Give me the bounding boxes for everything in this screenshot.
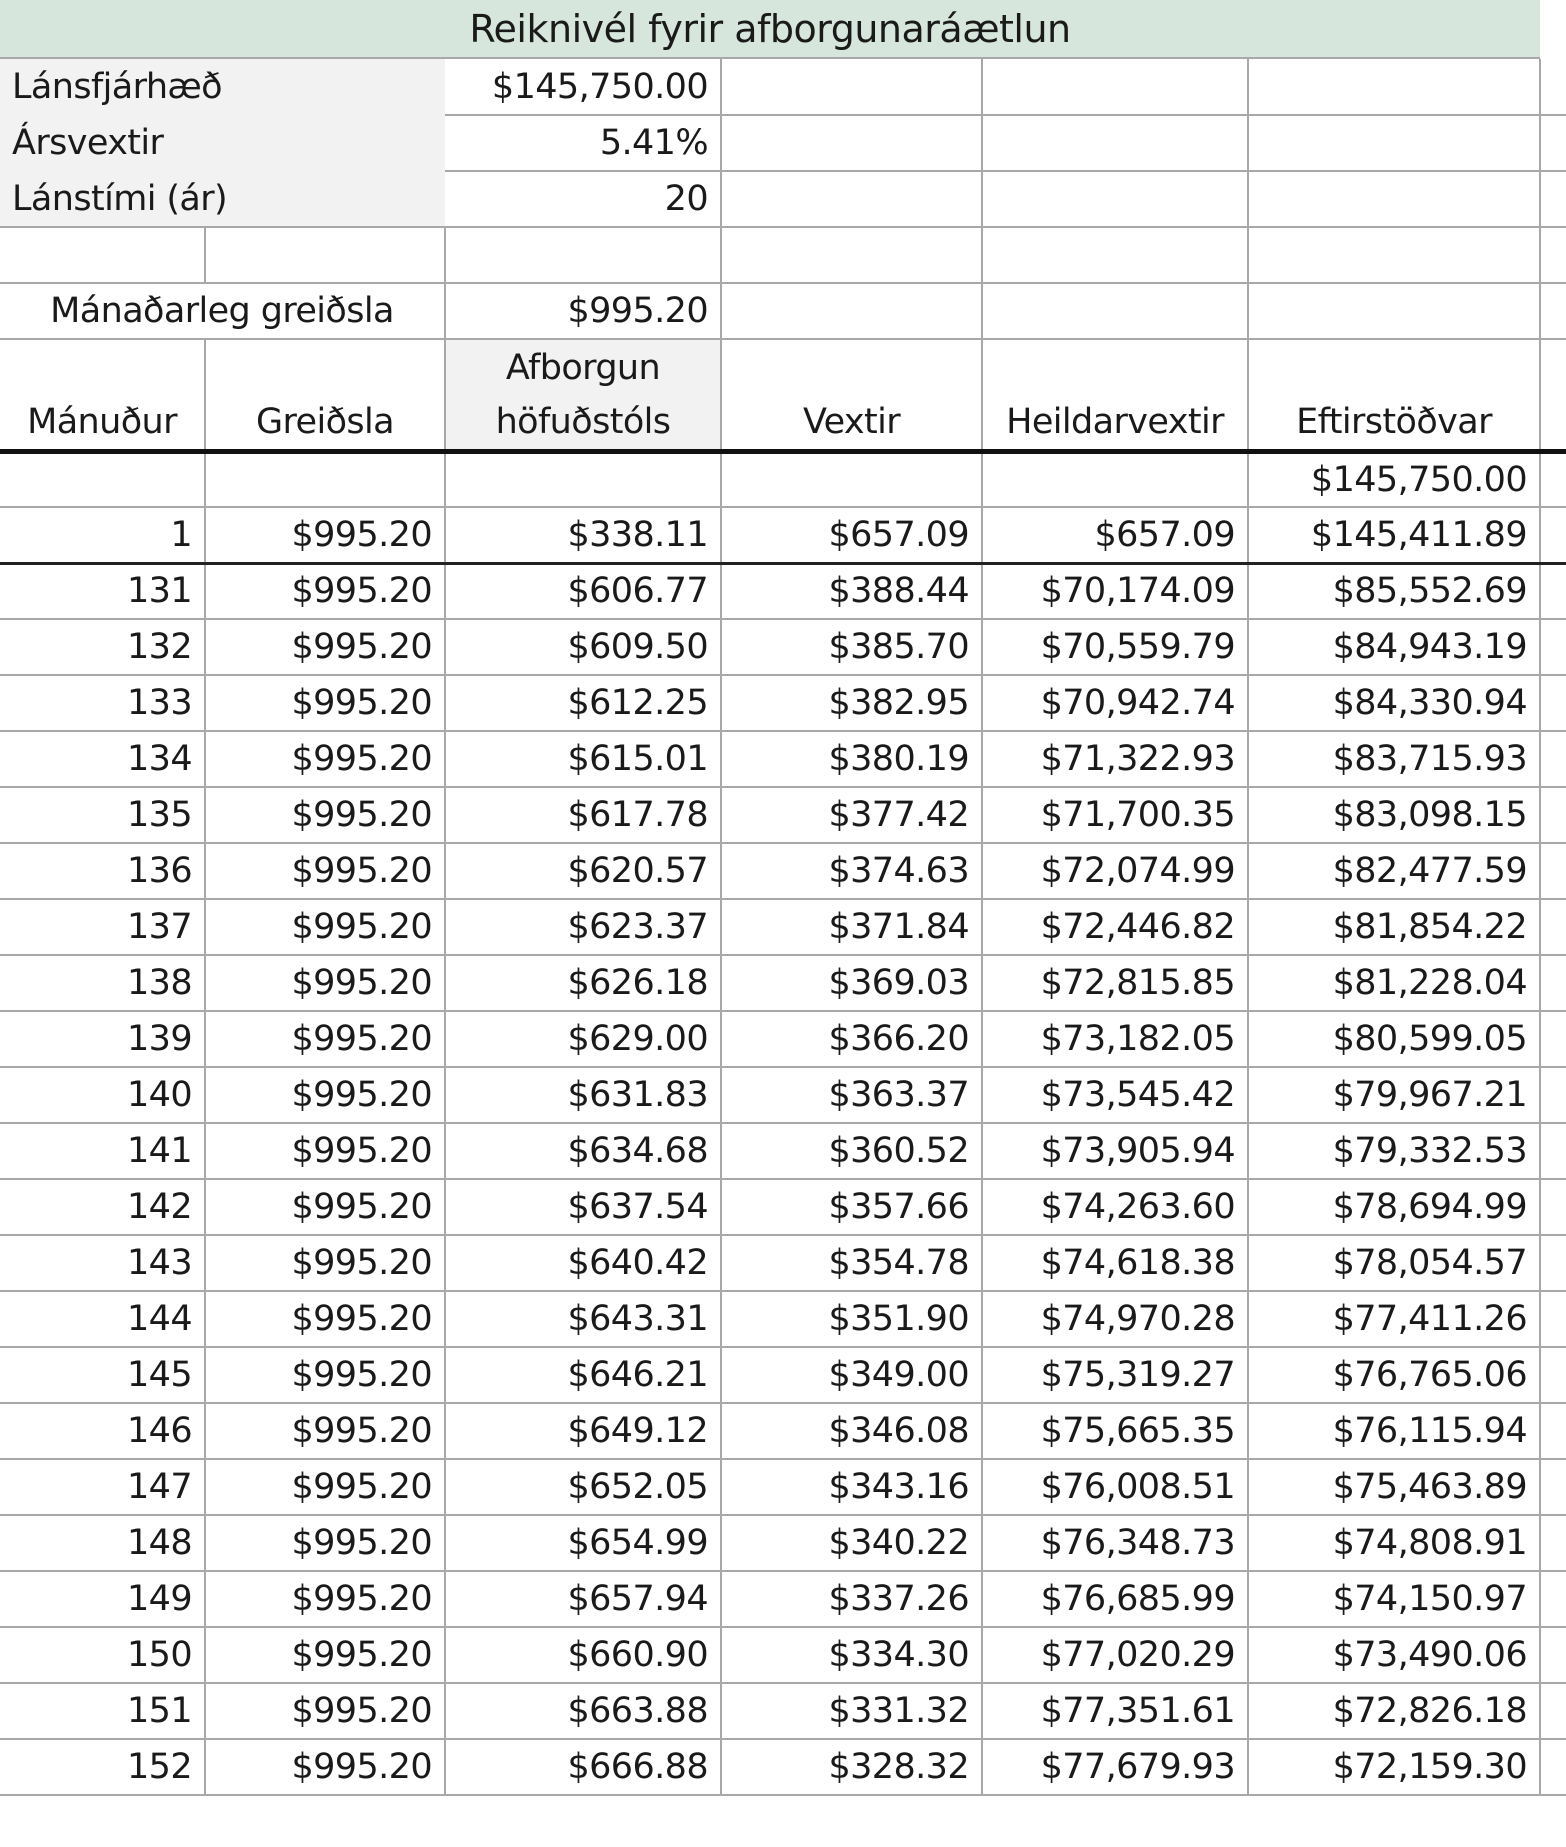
interest-cell[interactable]: $374.63 bbox=[721, 843, 982, 899]
table-row bbox=[0, 1179, 1566, 1235]
total-interest-cell[interactable]: $77,020.29 bbox=[982, 1627, 1248, 1683]
interest-cell[interactable]: $369.03 bbox=[721, 955, 982, 1011]
total-interest-cell[interactable]: $74,618.38 bbox=[982, 1235, 1248, 1291]
balance-cell[interactable]: $76,115.94 bbox=[1248, 1403, 1540, 1459]
month-cell[interactable]: 131 bbox=[0, 563, 205, 619]
payment-cell[interactable]: $995.20 bbox=[205, 675, 445, 731]
table-row bbox=[0, 1291, 1566, 1347]
table-row bbox=[0, 731, 1566, 787]
principal-cell[interactable]: $606.77 bbox=[445, 563, 721, 619]
cell[interactable] bbox=[1540, 1515, 1566, 1571]
loan-term-label: Lánstími (ár) bbox=[0, 171, 445, 227]
header-month: Mánuður bbox=[0, 395, 205, 451]
cell[interactable] bbox=[1540, 675, 1566, 731]
cell[interactable] bbox=[721, 451, 982, 507]
balance-cell[interactable]: $78,694.99 bbox=[1248, 1179, 1540, 1235]
balance-cell[interactable]: $79,967.21 bbox=[1248, 1067, 1540, 1123]
monthly-payment-value[interactable]: $995.20 bbox=[445, 283, 721, 339]
month-cell[interactable]: 151 bbox=[0, 1683, 205, 1739]
table-row bbox=[0, 1571, 1566, 1627]
cell[interactable] bbox=[205, 451, 445, 507]
cell[interactable] bbox=[1540, 843, 1566, 899]
cell[interactable] bbox=[1540, 899, 1566, 955]
table-row bbox=[0, 1347, 1566, 1403]
total-interest-cell[interactable]: $70,942.74 bbox=[982, 675, 1248, 731]
principal-cell[interactable]: $634.68 bbox=[445, 1123, 721, 1179]
payment-cell[interactable]: $995.20 bbox=[205, 1179, 445, 1235]
table-row bbox=[0, 1403, 1566, 1459]
principal-cell[interactable]: $623.37 bbox=[445, 899, 721, 955]
balance-cell[interactable]: $79,332.53 bbox=[1248, 1123, 1540, 1179]
payment-cell[interactable]: $995.20 bbox=[205, 507, 445, 563]
cell[interactable] bbox=[0, 339, 205, 395]
balance-cell[interactable]: $74,150.97 bbox=[1248, 1571, 1540, 1627]
total-interest-cell[interactable]: $70,559.79 bbox=[982, 619, 1248, 675]
month-cell[interactable]: 137 bbox=[0, 899, 205, 955]
blank-row bbox=[0, 227, 1566, 283]
balance-cell[interactable]: $74,808.91 bbox=[1248, 1515, 1540, 1571]
principal-cell[interactable]: $338.11 bbox=[445, 507, 721, 563]
payment-cell[interactable]: $995.20 bbox=[205, 787, 445, 843]
payment-cell[interactable]: $995.20 bbox=[205, 1011, 445, 1067]
balance-cell[interactable]: $81,228.04 bbox=[1248, 955, 1540, 1011]
table-row bbox=[0, 1459, 1566, 1515]
header-interest: Vextir bbox=[721, 395, 982, 451]
cell[interactable] bbox=[721, 115, 982, 171]
total-interest-cell[interactable]: $76,008.51 bbox=[982, 1459, 1248, 1515]
month-cell[interactable]: 152 bbox=[0, 1739, 205, 1795]
cell[interactable] bbox=[982, 171, 1248, 227]
cell[interactable] bbox=[1540, 731, 1566, 787]
cell[interactable] bbox=[1540, 1571, 1566, 1627]
balance-cell[interactable]: $84,330.94 bbox=[1248, 675, 1540, 731]
cell[interactable] bbox=[1248, 59, 1540, 115]
cell[interactable] bbox=[721, 283, 982, 339]
principal-cell[interactable]: $649.12 bbox=[445, 1403, 721, 1459]
balance-cell[interactable]: $83,098.15 bbox=[1248, 787, 1540, 843]
cell[interactable] bbox=[982, 227, 1248, 283]
balance-cell[interactable]: $82,477.59 bbox=[1248, 843, 1540, 899]
cell[interactable] bbox=[1540, 1347, 1566, 1403]
principal-cell[interactable]: $643.31 bbox=[445, 1291, 721, 1347]
month-cell[interactable]: 147 bbox=[0, 1459, 205, 1515]
balance-cell[interactable]: $85,552.69 bbox=[1248, 563, 1540, 619]
month-cell[interactable]: 148 bbox=[0, 1515, 205, 1571]
interest-cell[interactable]: $334.30 bbox=[721, 1627, 982, 1683]
cell[interactable] bbox=[982, 283, 1248, 339]
payment-cell[interactable]: $995.20 bbox=[205, 1627, 445, 1683]
interest-cell[interactable]: $366.20 bbox=[721, 1011, 982, 1067]
month-cell[interactable]: 144 bbox=[0, 1291, 205, 1347]
payment-cell[interactable]: $995.20 bbox=[205, 619, 445, 675]
balance-cell[interactable]: $76,765.06 bbox=[1248, 1347, 1540, 1403]
table-row bbox=[0, 563, 1566, 619]
balance-cell[interactable]: $145,411.89 bbox=[1248, 507, 1540, 563]
total-interest-cell[interactable]: $70,174.09 bbox=[982, 563, 1248, 619]
month-cell[interactable]: 150 bbox=[0, 1627, 205, 1683]
sheet-title: Reiknivél fyrir afborgunaráætlun bbox=[0, 0, 1540, 59]
total-interest-cell[interactable]: $75,319.27 bbox=[982, 1347, 1248, 1403]
amortization-table bbox=[0, 59, 1566, 1796]
principal-cell[interactable]: $626.18 bbox=[445, 955, 721, 1011]
cell[interactable] bbox=[1540, 1403, 1566, 1459]
table-row bbox=[0, 619, 1566, 675]
interest-cell[interactable]: $382.95 bbox=[721, 675, 982, 731]
total-interest-cell[interactable]: $72,074.99 bbox=[982, 843, 1248, 899]
total-interest-cell[interactable]: $74,970.28 bbox=[982, 1291, 1248, 1347]
total-interest-cell[interactable]: $77,351.61 bbox=[982, 1683, 1248, 1739]
annual-rate-value[interactable]: 5.41% bbox=[445, 115, 721, 171]
cell[interactable] bbox=[1540, 619, 1566, 675]
monthly-payment-row bbox=[0, 283, 1566, 339]
cell[interactable] bbox=[1540, 563, 1566, 619]
table-row bbox=[0, 1011, 1566, 1067]
input-row-annual-rate bbox=[0, 115, 1566, 171]
principal-cell[interactable]: $620.57 bbox=[445, 843, 721, 899]
principal-cell[interactable]: $652.05 bbox=[445, 1459, 721, 1515]
cell[interactable] bbox=[1540, 115, 1566, 171]
cell[interactable] bbox=[0, 451, 205, 507]
payment-cell[interactable]: $995.20 bbox=[205, 1683, 445, 1739]
table-row bbox=[0, 1739, 1566, 1795]
balance-cell[interactable]: $72,159.30 bbox=[1248, 1739, 1540, 1795]
principal-cell[interactable]: $657.94 bbox=[445, 1571, 721, 1627]
table-row bbox=[0, 843, 1566, 899]
table-row bbox=[0, 1515, 1566, 1571]
cell[interactable] bbox=[1540, 1067, 1566, 1123]
month-cell[interactable]: 1 bbox=[0, 507, 205, 563]
cell[interactable] bbox=[1540, 1291, 1566, 1347]
balance-cell[interactable]: $81,854.22 bbox=[1248, 899, 1540, 955]
header-payment: Greiðsla bbox=[205, 395, 445, 451]
cell[interactable] bbox=[1540, 1739, 1566, 1795]
cell[interactable] bbox=[721, 227, 982, 283]
total-interest-cell[interactable]: $74,263.60 bbox=[982, 1179, 1248, 1235]
loan-term-value[interactable]: 20 bbox=[445, 171, 721, 227]
total-interest-cell[interactable]: $73,905.94 bbox=[982, 1123, 1248, 1179]
payment-cell[interactable]: $995.20 bbox=[205, 955, 445, 1011]
header-principal-line1: Afborgun bbox=[445, 339, 721, 395]
cell[interactable] bbox=[1540, 1011, 1566, 1067]
total-interest-cell[interactable]: $76,348.73 bbox=[982, 1515, 1248, 1571]
cell[interactable] bbox=[1540, 1459, 1566, 1515]
total-interest-cell[interactable]: $72,446.82 bbox=[982, 899, 1248, 955]
loan-amount-value[interactable]: $145,750.00 bbox=[445, 59, 721, 115]
header-principal-line2: höfuðstóls bbox=[445, 395, 721, 451]
payment-cell[interactable]: $995.20 bbox=[205, 1515, 445, 1571]
interest-cell[interactable]: $340.22 bbox=[721, 1515, 982, 1571]
cell[interactable] bbox=[982, 339, 1248, 395]
table-row bbox=[0, 899, 1566, 955]
cell[interactable] bbox=[982, 59, 1248, 115]
month-cell[interactable]: 143 bbox=[0, 1235, 205, 1291]
cell[interactable] bbox=[1540, 507, 1566, 563]
loan-amount-label: Lánsfjárhæð bbox=[0, 59, 445, 115]
principal-cell[interactable]: $617.78 bbox=[445, 787, 721, 843]
month-cell[interactable]: 141 bbox=[0, 1123, 205, 1179]
principal-cell[interactable]: $654.99 bbox=[445, 1515, 721, 1571]
payment-cell[interactable]: $995.20 bbox=[205, 1235, 445, 1291]
cell[interactable] bbox=[1540, 1179, 1566, 1235]
total-interest-cell[interactable]: $75,665.35 bbox=[982, 1403, 1248, 1459]
payment-cell[interactable]: $995.20 bbox=[205, 1459, 445, 1515]
cell[interactable] bbox=[1540, 283, 1566, 339]
monthly-payment-label: Mánaðarleg greiðsla bbox=[0, 283, 445, 339]
cell[interactable] bbox=[1540, 1683, 1566, 1739]
interest-cell[interactable]: $343.16 bbox=[721, 1459, 982, 1515]
month-cell[interactable]: 139 bbox=[0, 1011, 205, 1067]
input-row-loan-amount bbox=[0, 59, 1566, 115]
principal-cell[interactable]: $660.90 bbox=[445, 1627, 721, 1683]
balance-cell[interactable]: $78,054.57 bbox=[1248, 1235, 1540, 1291]
payment-cell[interactable]: $995.20 bbox=[205, 1347, 445, 1403]
month-cell[interactable]: 136 bbox=[0, 843, 205, 899]
table-row bbox=[0, 955, 1566, 1011]
total-interest-cell[interactable]: $71,700.35 bbox=[982, 787, 1248, 843]
header-total-interest: Heildarvextir bbox=[982, 395, 1248, 451]
cell[interactable] bbox=[205, 227, 445, 283]
cell[interactable] bbox=[445, 451, 721, 507]
interest-cell[interactable]: $354.78 bbox=[721, 1235, 982, 1291]
opening-balance-row bbox=[0, 451, 1566, 507]
payment-cell[interactable]: $995.20 bbox=[205, 1067, 445, 1123]
month-cell[interactable]: 145 bbox=[0, 1347, 205, 1403]
cell[interactable] bbox=[1540, 451, 1566, 507]
total-interest-cell[interactable]: $72,815.85 bbox=[982, 955, 1248, 1011]
principal-cell[interactable]: $666.88 bbox=[445, 1739, 721, 1795]
interest-cell[interactable]: $363.37 bbox=[721, 1067, 982, 1123]
cell[interactable] bbox=[1540, 1627, 1566, 1683]
cell bbox=[1540, 395, 1566, 451]
month-cell[interactable]: 149 bbox=[0, 1571, 205, 1627]
payment-cell[interactable]: $995.20 bbox=[205, 1739, 445, 1795]
cell[interactable] bbox=[721, 59, 982, 115]
interest-cell[interactable]: $357.66 bbox=[721, 1179, 982, 1235]
interest-cell[interactable]: $349.00 bbox=[721, 1347, 982, 1403]
header-row bbox=[0, 395, 1566, 451]
total-interest-cell[interactable]: $77,679.93 bbox=[982, 1739, 1248, 1795]
cell[interactable] bbox=[1248, 283, 1540, 339]
cell[interactable] bbox=[982, 115, 1248, 171]
principal-cell[interactable]: $615.01 bbox=[445, 731, 721, 787]
month-cell[interactable]: 135 bbox=[0, 787, 205, 843]
opening-balance-value[interactable]: $145,750.00 bbox=[1248, 451, 1540, 507]
cell[interactable] bbox=[1540, 171, 1566, 227]
annual-rate-label: Ársvextir bbox=[0, 115, 445, 171]
month-cell[interactable]: 142 bbox=[0, 1179, 205, 1235]
cell[interactable] bbox=[1540, 1123, 1566, 1179]
interest-cell[interactable]: $328.32 bbox=[721, 1739, 982, 1795]
balance-cell[interactable]: $72,826.18 bbox=[1248, 1683, 1540, 1739]
payment-cell[interactable]: $995.20 bbox=[205, 731, 445, 787]
total-interest-cell[interactable]: $73,545.42 bbox=[982, 1067, 1248, 1123]
principal-cell[interactable]: $612.25 bbox=[445, 675, 721, 731]
interest-cell[interactable]: $657.09 bbox=[721, 507, 982, 563]
cell[interactable] bbox=[721, 339, 982, 395]
cell[interactable] bbox=[1540, 955, 1566, 1011]
interest-cell[interactable]: $388.44 bbox=[721, 563, 982, 619]
cell[interactable] bbox=[0, 227, 205, 283]
month-cell[interactable]: 132 bbox=[0, 619, 205, 675]
interest-cell[interactable]: $385.70 bbox=[721, 619, 982, 675]
table-row bbox=[0, 1067, 1566, 1123]
cell[interactable] bbox=[982, 451, 1248, 507]
total-interest-cell[interactable]: $657.09 bbox=[982, 507, 1248, 563]
principal-cell[interactable]: $609.50 bbox=[445, 619, 721, 675]
table-row bbox=[0, 1235, 1566, 1291]
payment-cell[interactable]: $995.20 bbox=[205, 1571, 445, 1627]
principal-cell[interactable]: $631.83 bbox=[445, 1067, 721, 1123]
payment-cell[interactable]: $995.20 bbox=[205, 1123, 445, 1179]
balance-cell[interactable]: $83,715.93 bbox=[1248, 731, 1540, 787]
principal-cell[interactable]: $637.54 bbox=[445, 1179, 721, 1235]
interest-cell[interactable]: $380.19 bbox=[721, 731, 982, 787]
cell[interactable] bbox=[1248, 115, 1540, 171]
payment-cell[interactable]: $995.20 bbox=[205, 899, 445, 955]
balance-cell[interactable]: $77,411.26 bbox=[1248, 1291, 1540, 1347]
cell[interactable] bbox=[205, 339, 445, 395]
cell[interactable] bbox=[1540, 59, 1566, 115]
cell[interactable] bbox=[1540, 339, 1566, 395]
payment-cell[interactable]: $995.20 bbox=[205, 843, 445, 899]
interest-cell[interactable]: $377.42 bbox=[721, 787, 982, 843]
cell[interactable] bbox=[1540, 1235, 1566, 1291]
payment-cell[interactable]: $995.20 bbox=[205, 1291, 445, 1347]
cell[interactable] bbox=[1540, 227, 1566, 283]
interest-cell[interactable]: $360.52 bbox=[721, 1123, 982, 1179]
month-cell[interactable]: 146 bbox=[0, 1403, 205, 1459]
balance-cell[interactable]: $80,599.05 bbox=[1248, 1011, 1540, 1067]
payment-cell[interactable]: $995.20 bbox=[205, 563, 445, 619]
interest-cell[interactable]: $346.08 bbox=[721, 1403, 982, 1459]
balance-cell[interactable]: $75,463.89 bbox=[1248, 1459, 1540, 1515]
table-row bbox=[0, 787, 1566, 843]
principal-cell[interactable]: $646.21 bbox=[445, 1347, 721, 1403]
interest-cell[interactable]: $331.32 bbox=[721, 1683, 982, 1739]
cell[interactable] bbox=[1248, 227, 1540, 283]
table-row bbox=[0, 675, 1566, 731]
month-cell[interactable]: 138 bbox=[0, 955, 205, 1011]
total-interest-cell[interactable]: $76,685.99 bbox=[982, 1571, 1248, 1627]
interest-cell[interactable]: $371.84 bbox=[721, 899, 982, 955]
table-row bbox=[0, 1683, 1566, 1739]
month-cell[interactable]: 134 bbox=[0, 731, 205, 787]
table-row bbox=[0, 1123, 1566, 1179]
principal-cell[interactable]: $640.42 bbox=[445, 1235, 721, 1291]
table-row bbox=[0, 1627, 1566, 1683]
month-cell[interactable]: 140 bbox=[0, 1067, 205, 1123]
interest-cell[interactable]: $351.90 bbox=[721, 1291, 982, 1347]
table-row bbox=[0, 507, 1566, 563]
header-row-top bbox=[0, 339, 1566, 395]
payment-cell[interactable]: $995.20 bbox=[205, 1403, 445, 1459]
total-interest-cell[interactable]: $73,182.05 bbox=[982, 1011, 1248, 1067]
input-row-loan-term bbox=[0, 171, 1566, 227]
principal-cell[interactable]: $629.00 bbox=[445, 1011, 721, 1067]
cell[interactable] bbox=[445, 227, 721, 283]
month-cell[interactable]: 133 bbox=[0, 675, 205, 731]
principal-cell[interactable]: $663.88 bbox=[445, 1683, 721, 1739]
interest-cell[interactable]: $337.26 bbox=[721, 1571, 982, 1627]
balance-cell[interactable]: $73,490.06 bbox=[1248, 1627, 1540, 1683]
cell[interactable] bbox=[1248, 171, 1540, 227]
cell[interactable] bbox=[1540, 787, 1566, 843]
balance-cell[interactable]: $84,943.19 bbox=[1248, 619, 1540, 675]
cell[interactable] bbox=[721, 171, 982, 227]
header-balance: Eftirstöðvar bbox=[1248, 395, 1540, 451]
cell[interactable] bbox=[1248, 339, 1540, 395]
total-interest-cell[interactable]: $71,322.93 bbox=[982, 731, 1248, 787]
